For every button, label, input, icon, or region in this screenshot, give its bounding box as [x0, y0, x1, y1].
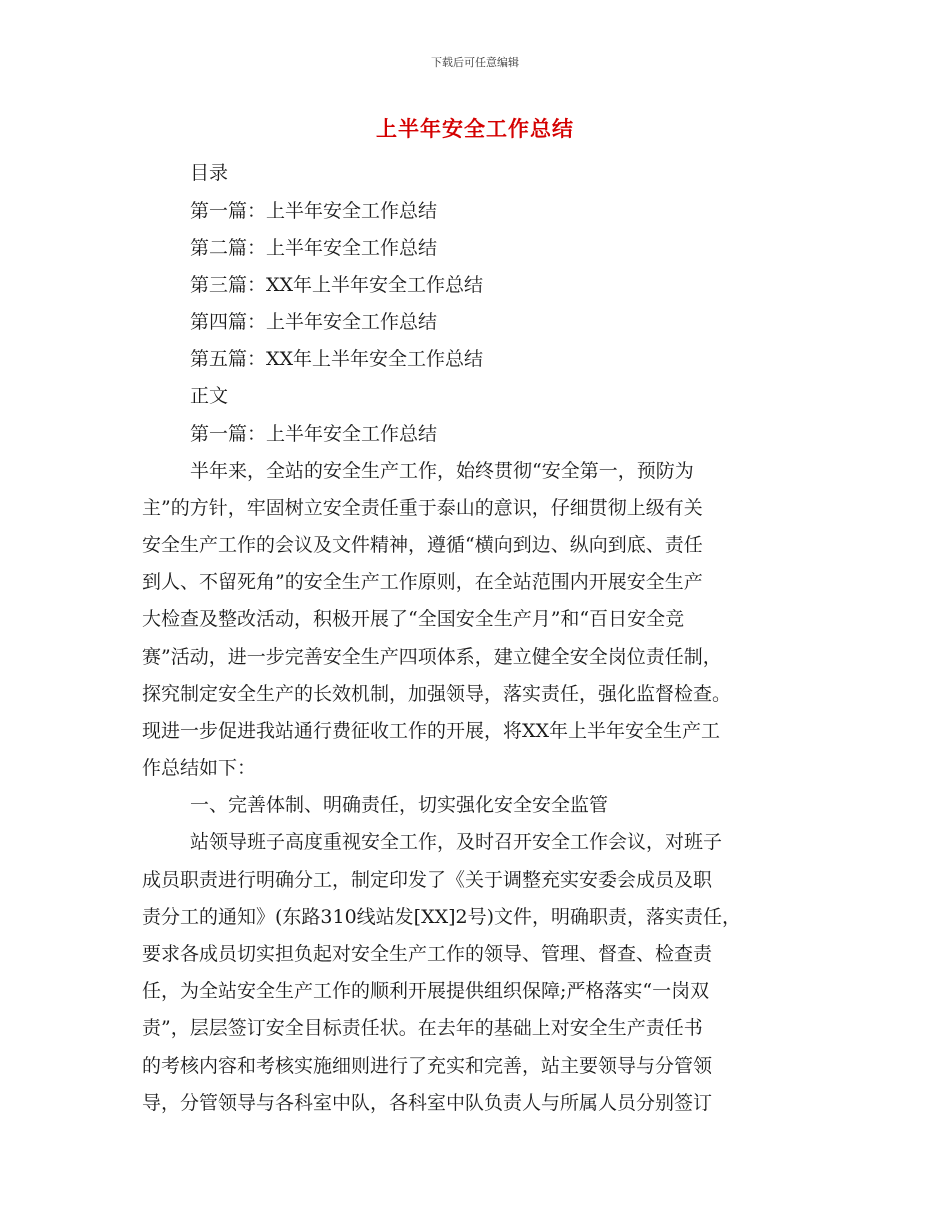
toc-item: 第三篇：XX年上半年安全工作总结 — [190, 274, 484, 296]
paragraph-line: 作总结如下： — [142, 757, 257, 779]
toc-heading: 目录 — [190, 162, 229, 184]
section-label: 正文 — [190, 385, 229, 407]
toc-item: 第一篇：上半年安全工作总结 — [190, 200, 438, 222]
paragraph-line: 赛”活动，进一步完善安全生产四项体系，建立健全安全岗位责任制， — [142, 646, 722, 668]
toc-item: 第二篇：上半年安全工作总结 — [190, 237, 438, 259]
paragraph-line: 安全生产工作的会议及文件精神，遵循“横向到边、纵向到底、责任 — [142, 534, 703, 556]
header-note: 下载后可任意编辑 — [431, 56, 519, 69]
chapter-heading: 第一篇：上半年安全工作总结 — [190, 423, 438, 445]
paragraph-line: 责分工的通知》(东路310线站发[XX]2号)文件，明确职责，落实责任， — [142, 906, 742, 928]
paragraph-line: 大检查及整改活动，积极开展了“全国安全生产月”和“百日安全竞 — [142, 608, 685, 630]
paragraph-line: 的考核内容和考核实施细则进行了充实和完善，站主要领导与分管领 — [142, 1055, 713, 1077]
paragraph-line: 探究制定安全生产的长效机制，加强领导，落实责任，强化监督检查。 — [142, 683, 732, 705]
toc-item: 第四篇：上半年安全工作总结 — [190, 311, 438, 333]
paragraph-line: 成员职责进行明确分工，制定印发了《关于调整充实安委会成员及职 — [142, 869, 713, 891]
paragraph-line: 半年来，全站的安全生产工作，始终贯彻“安全第一，预防为 — [190, 460, 694, 482]
paragraph-line: 责”，层层签订安全目标责任状。在去年的基础上对安全生产责任书 — [142, 1017, 703, 1039]
paragraph-line: 站领导班子高度重视安全工作，及时召开安全工作会议，对班子 — [190, 831, 723, 853]
paragraph-line: 主”的方针，牢固树立安全责任重于泰山的意识，仔细贯彻上级有关 — [142, 497, 703, 519]
paragraph-line: 任，为全站安全生产工作的顺利开展提供组织保障;严格落实“一岗双 — [142, 980, 710, 1002]
paragraph-line: 现进一步促进我站通行费征收工作的开展，将XX年上半年安全生产工 — [142, 720, 721, 742]
paragraph-line: 到人、不留死角”的安全生产工作原则，在全站范围内开展安全生产 — [142, 571, 703, 593]
paragraph-line: 要求各成员切实担负起对安全生产工作的领导、管理、督查、检查责 — [142, 943, 713, 965]
document-title: 上半年安全工作总结 — [376, 117, 574, 141]
toc-item: 第五篇：XX年上半年安全工作总结 — [190, 348, 484, 370]
section-heading: 一、完善体制、明确责任，切实强化安全安全监管 — [190, 794, 609, 816]
paragraph-line: 导，分管领导与各科室中队，各科室中队负责人与所属人员分别签订 — [142, 1092, 713, 1114]
